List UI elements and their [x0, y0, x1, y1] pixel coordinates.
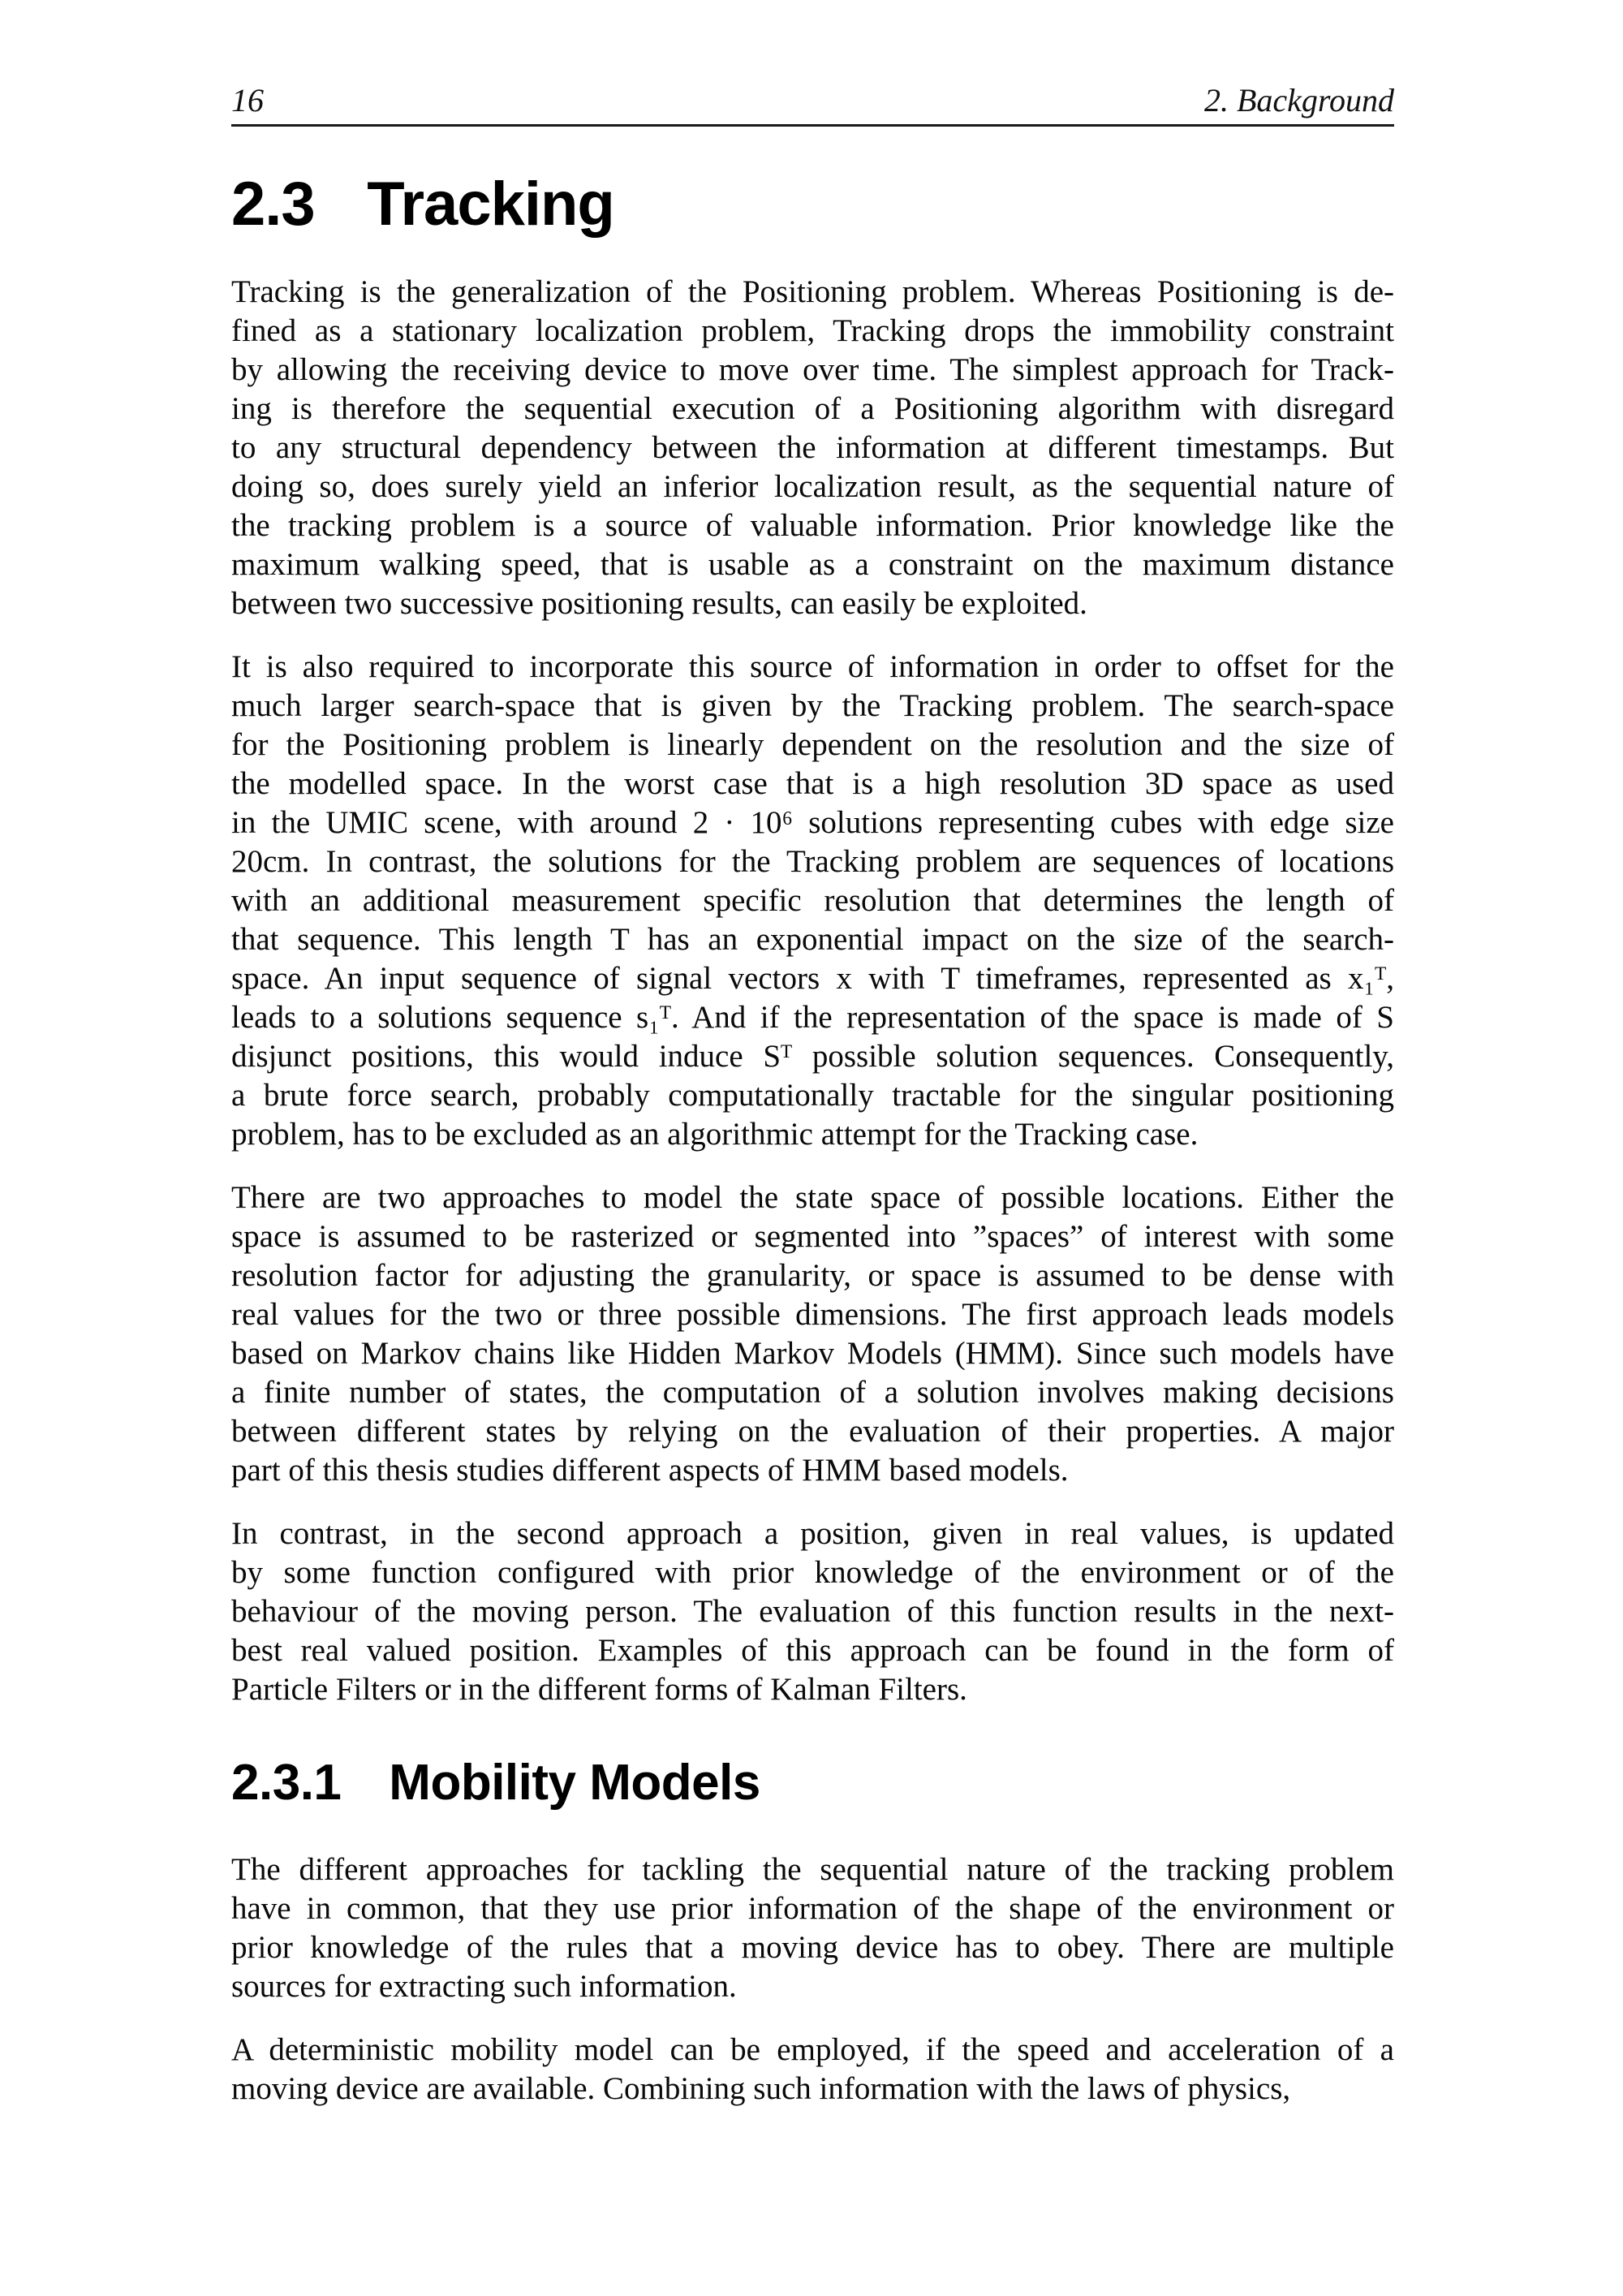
- text-line: in the UMIC scene, with around 2 · 10⁶ solutions representing cubes with edge size: [231, 805, 1394, 840]
- section-heading: [231, 170, 1394, 239]
- page-header: [231, 81, 1394, 120]
- section-title: Tracking: [367, 170, 614, 239]
- text-line: much larger search-space that is given by the Tracking problem. The search-space: [231, 688, 1394, 723]
- text-line: with an additional measurement specific resolution that determines the length of: [231, 883, 1394, 918]
- text-line: for the Positioning problem is linearly dependent on the resolution and the size of: [231, 727, 1394, 762]
- page-number: 16: [231, 82, 264, 118]
- paragraph: [231, 1514, 1394, 1709]
- text-line: The different approaches for tackling the sequential nature of the tracking problem: [231, 1852, 1394, 1887]
- text-line: sources for extracting such information.: [231, 1969, 737, 2004]
- section-number: 2.3: [231, 170, 315, 239]
- text-line: ing is therefore the sequential execution of a Positioning algorithm with disregard: [231, 391, 1394, 426]
- text-line: resolution factor for adjusting the granularity, or space is assumed to be dense with: [231, 1258, 1394, 1293]
- header-rule: [231, 124, 1394, 127]
- text-line: Particle Filters or in the different forms of Kalman Filters.: [231, 1672, 967, 1707]
- paragraph: [231, 2031, 1394, 2109]
- text-line: problem, has to be excluded as an algorithmic attempt for the Tracking case.: [231, 1117, 1199, 1152]
- text-line: space. An input sequence of signal vectors x with T timeframes, represented as x₁ᵀ,: [231, 961, 1394, 996]
- text-line: to any structural dependency between the information at different timestamps. But: [231, 430, 1394, 465]
- text-line: the tracking problem is a source of valuable information. Prior knowledge like the: [231, 508, 1394, 543]
- text-line: There are two approaches to model the state space of possible locations. Either the: [231, 1180, 1394, 1215]
- text-line: based on Markov chains like Hidden Markov Models (HMM). Since such models have: [231, 1336, 1394, 1371]
- text-line: leads to a solutions sequence s₁ᵀ. And if the representation of the space is made of S: [231, 1000, 1394, 1035]
- text-line: Tracking is the generalization of the Positioning problem. Whereas Positioning is de-: [231, 274, 1394, 309]
- text-line: between two successive positioning results, can easily be exploited.: [231, 586, 1087, 621]
- text-line: best real valued position. Examples of this approach can be found in the form of: [231, 1633, 1394, 1668]
- text-line: moving device are available. Combining such information with the laws of physics,: [231, 2071, 1291, 2106]
- subsection-number: 2.3.1: [231, 1755, 342, 1811]
- text-line: 20cm. In contrast, the solutions for the Tracking problem are sequences of locations: [231, 844, 1394, 879]
- paragraph: [231, 648, 1394, 1154]
- subsection-heading: [231, 1755, 1394, 1811]
- text-line: It is also required to incorporate this source of information in order to offset for the: [231, 649, 1394, 684]
- text-line: fined as a stationary localization problem, Tracking drops the immobility constraint: [231, 313, 1394, 348]
- paragraph: [231, 1178, 1394, 1490]
- text-line: disjunct positions, this would induce Sᵀ possible solution sequences. Consequently,: [231, 1039, 1394, 1074]
- text-line: by some function configured with prior knowledge of the environment or of the: [231, 1555, 1394, 1590]
- text-line: maximum walking speed, that is usable as a constraint on the maximum distance: [231, 547, 1394, 582]
- text-line: the modelled space. In the worst case that is a high resolution 3D space as used: [231, 766, 1394, 801]
- text-line: that sequence. This length T has an exponential impact on the size of the search-: [231, 922, 1394, 957]
- running-chapter-title: 2. Background: [1203, 82, 1394, 118]
- subsection-title: Mobility Models: [389, 1755, 760, 1811]
- text-line: A deterministic mobility model can be employed, if the speed and acceleration of a: [231, 2032, 1394, 2067]
- text-line: space is assumed to be rasterized or segmented into ”spaces” of interest with some: [231, 1219, 1394, 1254]
- text-line: prior knowledge of the rules that a moving device has to obey. There are multiple: [231, 1930, 1394, 1965]
- text-line: a finite number of states, the computation of a solution involves making decisions: [231, 1375, 1394, 1410]
- paragraph: [231, 1850, 1394, 2006]
- paragraph: [231, 273, 1394, 623]
- text-line: In contrast, in the second approach a position, given in real values, is updated: [231, 1516, 1394, 1551]
- text-line: real values for the two or three possible dimensions. The first approach leads models: [231, 1297, 1394, 1332]
- text-line: doing so, does surely yield an inferior localization result, as the sequential nature of: [231, 469, 1394, 504]
- text-line: behaviour of the moving person. The evaluation of this function results in the next-: [231, 1594, 1394, 1629]
- text-line: part of this thesis studies different aspects of HMM based models.: [231, 1453, 1069, 1488]
- text-line: between different states by relying on the evaluation of their properties. A major: [231, 1414, 1394, 1449]
- text-line: have in common, that they use prior information of the shape of the environment or: [231, 1891, 1394, 1926]
- text-line: a brute force search, probably computationally tractable for the singular positioning: [231, 1078, 1394, 1113]
- text-line: by allowing the receiving device to move over time. The simplest approach for Track-: [231, 352, 1394, 387]
